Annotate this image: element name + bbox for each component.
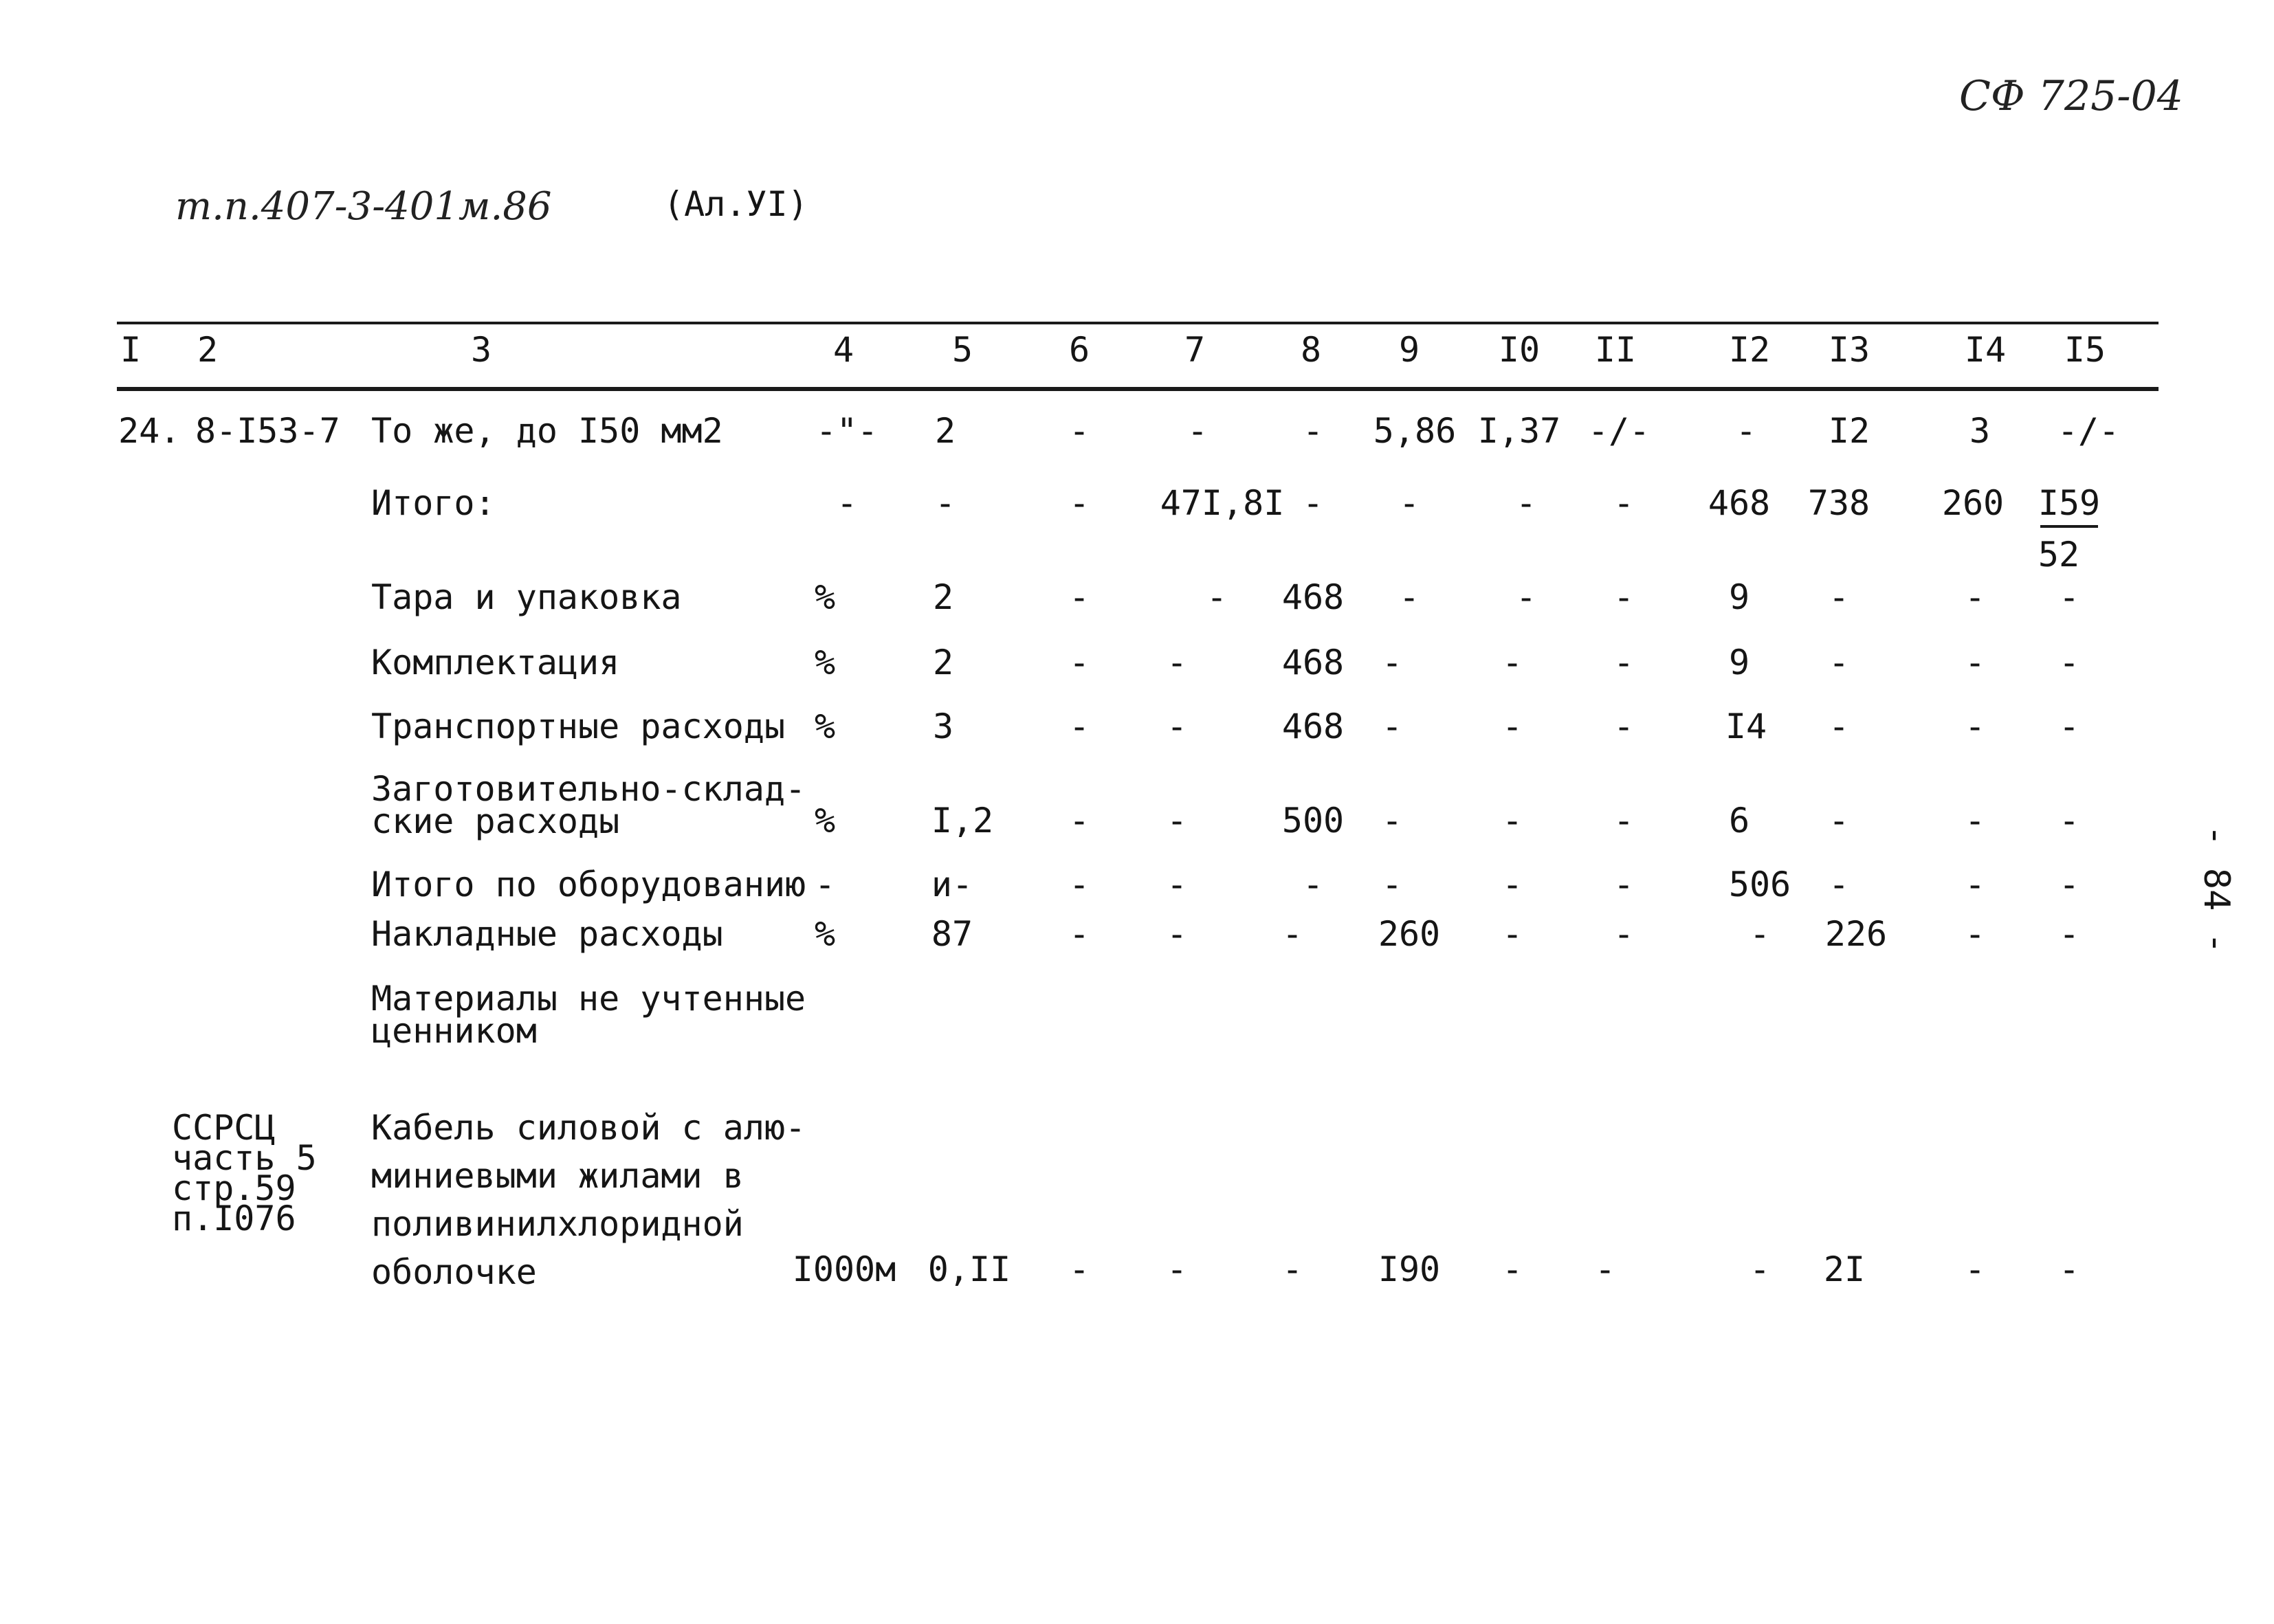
cell-col6: - [1068,865,1090,904]
cell-col10: - [1501,801,1523,841]
cell-col11: -/- [1587,411,1651,451]
cell-col4: % [814,914,836,954]
cell-col6: - [1068,707,1090,746]
page-number: - 84 - [2195,825,2237,954]
column-header: I [120,330,142,370]
cell-col9: 260 [1378,914,1441,954]
cell-col15: I59 [2038,483,2101,523]
cell-col7: 47I,8I [1160,483,1285,523]
cell-col4: - [836,483,858,523]
price-reference-line: ССРСЦ [172,1108,276,1148]
cell-col12: 506 [1728,865,1791,904]
cell-col11: - [1613,483,1635,523]
column-header: 2 [197,330,219,370]
cell-col14: - [1964,914,1986,954]
cell-col9: - [1381,801,1403,841]
cell-col15: - [2058,865,2080,904]
row-code: 8-I53-7 [195,411,340,451]
cell-col7: - [1186,411,1208,451]
cell-col13: - [1828,643,1850,682]
cell-col10: I,37 [1477,411,1561,451]
column-header: I5 [2064,330,2106,370]
cell-col8: - [1302,865,1324,904]
cell-col6: - [1068,914,1090,954]
cell-col9: - [1398,577,1420,617]
row-name-line: оболочке [371,1252,537,1292]
row-name: Итого по оборудованию [371,865,806,904]
cell-col5: 2 [932,577,954,617]
cell-col8: 500 [1281,801,1345,841]
cell-col7: - [1166,1249,1188,1289]
cell-col13: 2I [1823,1249,1866,1289]
column-header: I0 [1498,330,1541,370]
cell-col9: - [1398,483,1420,523]
cell-col5: I,2 [931,801,994,841]
row-name-line: миниевыми жилами в [371,1156,744,1196]
cell-col13: - [1828,707,1850,746]
column-header: I3 [1828,330,1870,370]
cell-col15-denominator: 52 [2038,535,2080,575]
cell-col12: - [1749,914,1771,954]
column-header: I2 [1728,330,1771,370]
cell-col5: 87 [931,914,973,954]
cell-col12: 6 [1728,801,1750,841]
cell-col5: - [934,483,956,523]
cell-col11: - [1613,643,1635,682]
cell-col12: 9 [1728,577,1750,617]
cell-col7: - [1166,643,1188,682]
column-header: 8 [1300,330,1322,370]
cell-col15: - [2058,643,2080,682]
cell-col15: - [2058,577,2080,617]
cell-col11: - [1613,577,1635,617]
document-code: СФ 725-04 [1959,72,2183,120]
column-header: 6 [1068,330,1090,370]
row-name-line: поливинилхлоридной [371,1204,744,1244]
cell-col15: - [2058,914,2080,954]
cell-col5: и- [931,865,973,904]
cell-col9: I90 [1378,1249,1441,1289]
cell-col4: I000м [792,1249,896,1289]
cell-col6: - [1068,411,1090,451]
row-name: Транспортные расходы [371,707,786,746]
cell-col12: 9 [1728,643,1750,682]
cell-col8: 468 [1281,643,1345,682]
cell-col4: -"- [815,411,879,451]
column-header: 9 [1398,330,1420,370]
cell-col10: - [1501,643,1523,682]
column-header: II [1594,330,1637,370]
cell-col14: 260 [1941,483,2005,523]
column-header: 3 [470,330,492,370]
cell-col4: % [814,577,836,617]
album-label: (Ал.УI) [663,184,808,224]
cell-col4: - [814,865,836,904]
cell-col13: 738 [1807,483,1870,523]
cell-col7: - [1166,801,1188,841]
cell-col10: - [1501,865,1523,904]
price-reference-line: часть 5 [172,1138,317,1178]
cell-col13: 226 [1824,914,1888,954]
column-header: 4 [832,330,854,370]
row-name-line2: ские расходы [371,801,620,841]
cell-col5: 2 [932,643,954,682]
cell-col8: 468 [1281,577,1345,617]
cell-col4: % [814,801,836,841]
cell-col15: - [2058,1249,2080,1289]
row-name: Комплектация [371,643,620,682]
cell-col12: - [1735,411,1757,451]
cell-col11: - [1613,865,1635,904]
section-heading-line2: ценником [371,1011,537,1051]
cell-col10: - [1515,483,1537,523]
cell-col7: - [1166,707,1188,746]
row-name: То же, до I50 мм2 [371,411,723,451]
cell-col11: - [1613,914,1635,954]
table-top-rule [117,322,2159,324]
cell-col8: - [1302,483,1324,523]
cell-col5: 2 [934,411,956,451]
cell-col13: I2 [1828,411,1870,451]
row-name: Накладные расходы [371,914,723,954]
cell-col6: - [1068,577,1090,617]
row-number: 24. [118,411,181,451]
table-header-rule [117,387,2159,391]
cell-col14: - [1964,1249,1986,1289]
cell-col11: - [1613,801,1635,841]
cell-col11: - [1613,707,1635,746]
cell-col15: -/- [2057,411,2120,451]
cell-col13: - [1828,801,1850,841]
cell-col6: - [1068,643,1090,682]
cell-col14: 3 [1969,411,1991,451]
column-header: I4 [1964,330,2007,370]
cell-col11: - [1594,1249,1616,1289]
cell-col8: - [1281,1249,1303,1289]
cell-col9: - [1381,643,1403,682]
cell-col12: 468 [1708,483,1771,523]
cell-col5: 3 [932,707,954,746]
cell-col4: % [814,707,836,746]
cell-col14: - [1964,643,1986,682]
row-name-line: Кабель силовой с алю- [371,1108,806,1148]
cell-col12: - [1749,1249,1771,1289]
cell-col8: - [1302,411,1324,451]
cell-col9: - [1381,707,1403,746]
cell-col14: - [1964,865,1986,904]
cell-col10: - [1501,1249,1523,1289]
cell-col9: 5,86 [1373,411,1457,451]
cell-col9: - [1381,865,1403,904]
column-header: 5 [951,330,973,370]
price-reference-line: стр.59 [172,1168,296,1208]
cell-col12: I4 [1725,707,1767,746]
cell-col10: - [1515,577,1537,617]
project-reference: т.п.407-3-401м.86 [175,184,552,229]
cell-col8: 468 [1281,707,1345,746]
cell-col10: - [1501,914,1523,954]
price-reference-line: п.I076 [172,1199,296,1238]
cell-col13: - [1828,577,1850,617]
cell-col10: - [1501,707,1523,746]
cell-col14: - [1964,577,1986,617]
cell-col5: 0,II [927,1249,1011,1289]
cell-col13: - [1828,865,1850,904]
fraction-bar [2040,525,2098,528]
cell-col15: - [2058,801,2080,841]
cell-col7: - [1166,865,1188,904]
cell-col8: - [1281,914,1303,954]
row-name-line1: Заготовительно-склад- [371,769,806,809]
cell-col6: - [1068,483,1090,523]
row-name: Итого: [371,483,496,523]
cell-col6: - [1068,801,1090,841]
cell-col7: - [1166,914,1188,954]
cell-col15: - [2058,707,2080,746]
cell-col7: - [1206,577,1228,617]
cell-col14: - [1964,801,1986,841]
row-name: Тара и упаковка [371,577,682,617]
cell-col6: - [1068,1249,1090,1289]
section-heading-line1: Материалы не учтенные [371,979,806,1019]
cell-col14: - [1964,707,1986,746]
cell-col4: % [814,643,836,682]
column-header: 7 [1184,330,1206,370]
